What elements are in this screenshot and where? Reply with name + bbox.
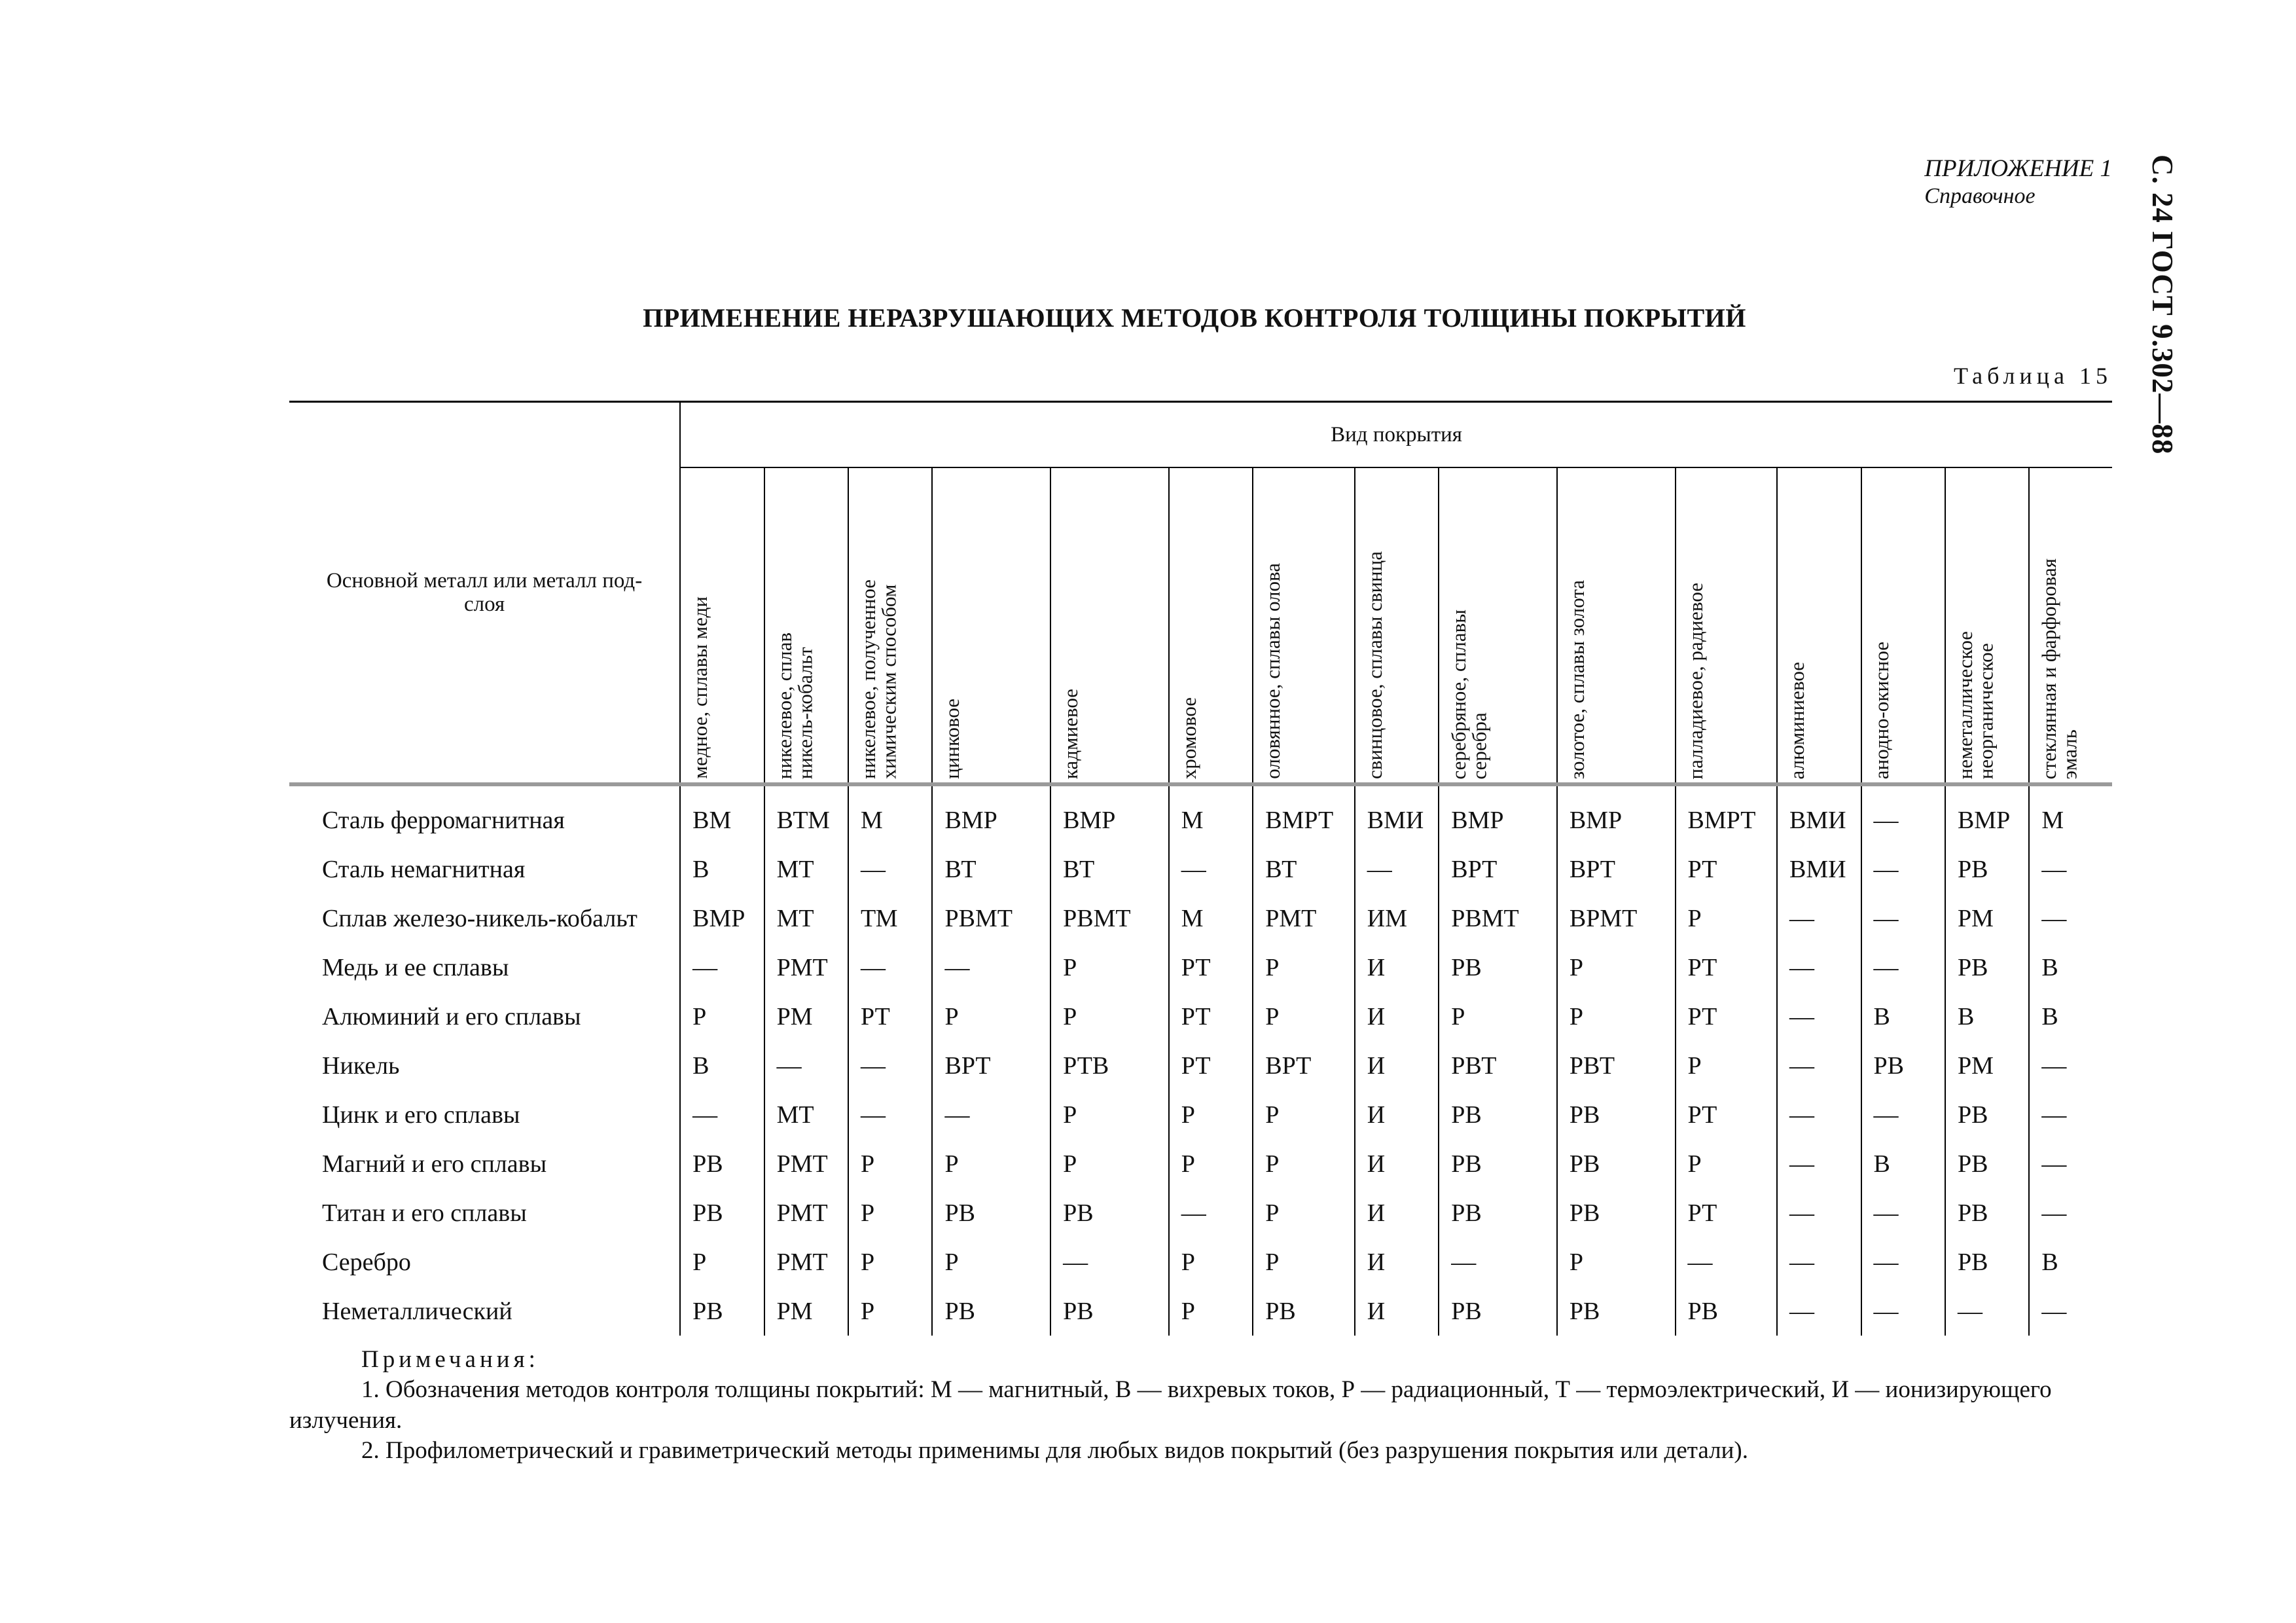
coating-column-label: стеклянная и фарфоровая эмаль bbox=[2037, 558, 2082, 779]
method-cell: ВТ bbox=[1050, 845, 1169, 894]
method-cell: РТ bbox=[1169, 1041, 1253, 1090]
appendix-label bbox=[1924, 155, 2112, 209]
coating-column-label: хромовое bbox=[1177, 697, 1200, 779]
method-cell: РВ bbox=[1557, 1090, 1676, 1139]
coating-column-label: золотое, сплавы золота bbox=[1565, 579, 1588, 779]
method-cell: ВМР bbox=[1945, 784, 2029, 845]
method-cell: — bbox=[1777, 1237, 1861, 1286]
method-cell: Р bbox=[848, 1237, 932, 1286]
coating-column-header bbox=[1676, 467, 1778, 784]
page-title: ПРИМЕНЕНИЕ НЕРАЗРУШАЮЩИХ МЕТОДОВ КОНТРОЛЯ ТОЛЩИНЫ ПОКРЫТИЙ bbox=[643, 303, 1746, 333]
coating-column-header bbox=[1439, 467, 1557, 784]
base-metal-cell: Титан и его сплавы bbox=[289, 1188, 680, 1237]
method-cell: Р bbox=[1557, 992, 1676, 1041]
notes-heading: Примечания: bbox=[361, 1346, 539, 1373]
method-cell: РВ bbox=[680, 1286, 764, 1336]
method-cell: — bbox=[764, 1041, 848, 1090]
method-cell: РВ bbox=[932, 1188, 1050, 1237]
method-cell: И bbox=[1355, 992, 1439, 1041]
coating-column-header bbox=[1050, 467, 1169, 784]
coating-type-header: Вид покрытия bbox=[680, 402, 2112, 468]
method-cell: РМ bbox=[1945, 1041, 2029, 1090]
method-cell: Р bbox=[1676, 894, 1778, 943]
method-cell: Р bbox=[848, 1286, 932, 1336]
base-metal-cell: Сталь ферромагнитная bbox=[289, 784, 680, 845]
method-cell: — bbox=[848, 1041, 932, 1090]
method-cell: РМ bbox=[764, 1286, 848, 1336]
method-cell: — bbox=[848, 943, 932, 992]
method-cell: ВМ bbox=[680, 784, 764, 845]
method-cell: — bbox=[1777, 943, 1861, 992]
method-cell: РМТ bbox=[764, 943, 848, 992]
base-metal-cell: Цинк и его сплавы bbox=[289, 1090, 680, 1139]
method-cell: В bbox=[1861, 1139, 1945, 1188]
method-cell: ВМР bbox=[1557, 784, 1676, 845]
base-metal-cell: Сплав железо-никель-кобальт bbox=[289, 894, 680, 943]
method-cell: И bbox=[1355, 1090, 1439, 1139]
method-cell: — bbox=[1861, 784, 1945, 845]
method-cell: РТ bbox=[848, 992, 932, 1041]
base-metal-cell: Алюминий и его сплавы bbox=[289, 992, 680, 1041]
method-cell: Р bbox=[1676, 1041, 1778, 1090]
method-cell: ВРТ bbox=[1253, 1041, 1355, 1090]
method-cell: РВ bbox=[1861, 1041, 1945, 1090]
coating-column-label: анодно-окисное bbox=[1869, 641, 1893, 779]
page-standard-header: С. 24 ГОСТ 9.302—88 bbox=[2146, 155, 2179, 455]
method-cell: РТ bbox=[1676, 943, 1778, 992]
method-cell: ВМР bbox=[1050, 784, 1169, 845]
base-metal-cell: Сталь немагнитная bbox=[289, 845, 680, 894]
method-cell: РВ bbox=[1050, 1188, 1169, 1237]
method-cell: Р bbox=[1169, 1139, 1253, 1188]
coating-column-header bbox=[1253, 467, 1355, 784]
method-cell: — bbox=[2029, 1139, 2112, 1188]
method-cell: РВ bbox=[1439, 943, 1557, 992]
method-cell: РВ bbox=[1557, 1286, 1676, 1336]
table-row bbox=[289, 1237, 2112, 1286]
method-cell: В bbox=[680, 845, 764, 894]
table-body bbox=[289, 784, 2112, 1336]
method-cell: РВ bbox=[680, 1139, 764, 1188]
method-cell: РВТ bbox=[1439, 1041, 1557, 1090]
method-cell: РВ bbox=[1557, 1188, 1676, 1237]
method-cell: М bbox=[1169, 894, 1253, 943]
method-cell: — bbox=[1861, 894, 1945, 943]
method-cell: В bbox=[1861, 992, 1945, 1041]
method-cell: — bbox=[1355, 845, 1439, 894]
method-cell: ВРТ bbox=[1557, 845, 1676, 894]
method-cell: ВМР bbox=[680, 894, 764, 943]
note-item-2: 2. Профилометрический и гравиметрический методы применимы для любых видов покрытий (без разрушения покрытия или детали). bbox=[361, 1436, 1748, 1464]
table-number: Таблица 15 bbox=[1954, 363, 2112, 389]
coating-column-label: алюминиевое bbox=[1785, 661, 1809, 779]
method-cell: РТ bbox=[1169, 992, 1253, 1041]
method-cell: РМТ bbox=[764, 1237, 848, 1286]
method-cell: В bbox=[2029, 943, 2112, 992]
method-cell: ВМИ bbox=[1777, 845, 1861, 894]
method-cell: ИМ bbox=[1355, 894, 1439, 943]
table-row bbox=[289, 1090, 2112, 1139]
method-cell: Р bbox=[1169, 1286, 1253, 1336]
base-metal-cell: Магний и его сплавы bbox=[289, 1139, 680, 1188]
method-cell: — bbox=[1861, 1286, 1945, 1336]
method-cell: РТ bbox=[1676, 1188, 1778, 1237]
method-cell: — bbox=[1169, 1188, 1253, 1237]
method-cell: РВМТ bbox=[1050, 894, 1169, 943]
method-cell: МТ bbox=[764, 894, 848, 943]
method-cell: РВ bbox=[932, 1286, 1050, 1336]
notes-section bbox=[289, 1345, 2115, 1466]
method-cell: — bbox=[2029, 1188, 2112, 1237]
appendix-number: ПРИЛОЖЕНИЕ 1 bbox=[1924, 155, 2112, 182]
method-cell: РТВ bbox=[1050, 1041, 1169, 1090]
coating-column-header bbox=[2029, 467, 2112, 784]
method-cell: И bbox=[1355, 1188, 1439, 1237]
base-metal-cell: Никель bbox=[289, 1041, 680, 1090]
method-cell: Р bbox=[1253, 1188, 1355, 1237]
method-cell: РМТ bbox=[1253, 894, 1355, 943]
table-row bbox=[289, 1139, 2112, 1188]
method-cell: РВ bbox=[1676, 1286, 1778, 1336]
method-cell: — bbox=[848, 1090, 932, 1139]
table-row bbox=[289, 845, 2112, 894]
method-cell: РМТ bbox=[764, 1188, 848, 1237]
coating-column-header bbox=[932, 467, 1050, 784]
method-cell: — bbox=[2029, 1286, 2112, 1336]
method-cell: — bbox=[1861, 943, 1945, 992]
method-cell: В bbox=[2029, 992, 2112, 1041]
table-row bbox=[289, 1286, 2112, 1336]
appendix-type: Справочное bbox=[1924, 184, 2036, 208]
method-cell: Р bbox=[1169, 1237, 1253, 1286]
method-cell: — bbox=[1777, 1090, 1861, 1139]
method-cell: — bbox=[1676, 1237, 1778, 1286]
method-cell: — bbox=[848, 845, 932, 894]
method-cell: М bbox=[2029, 784, 2112, 845]
method-cell: — bbox=[680, 943, 764, 992]
method-cell: — bbox=[1777, 894, 1861, 943]
method-cell: Р bbox=[1050, 1139, 1169, 1188]
coating-column-header bbox=[1945, 467, 2029, 784]
method-cell: ТМ bbox=[848, 894, 932, 943]
method-cell: Р bbox=[1050, 1090, 1169, 1139]
method-cell: РВ bbox=[1945, 943, 2029, 992]
method-cell: — bbox=[1861, 1188, 1945, 1237]
method-cell: ВМРТ bbox=[1253, 784, 1355, 845]
method-cell: Р bbox=[848, 1139, 932, 1188]
method-cell: — bbox=[1861, 1090, 1945, 1139]
method-cell: — bbox=[1050, 1237, 1169, 1286]
method-cell: В bbox=[2029, 1237, 2112, 1286]
table-row bbox=[289, 943, 2112, 992]
method-cell: РВМТ bbox=[1439, 894, 1557, 943]
method-cell: ВМР bbox=[1439, 784, 1557, 845]
method-cell: М bbox=[848, 784, 932, 845]
method-cell: Р bbox=[1253, 1090, 1355, 1139]
base-metal-header bbox=[289, 402, 680, 785]
method-cell: Р bbox=[932, 1237, 1050, 1286]
method-cell: РВ bbox=[1945, 1139, 2029, 1188]
method-cell: РМ bbox=[764, 992, 848, 1041]
method-cell: ВРТ bbox=[932, 1041, 1050, 1090]
method-cell: И bbox=[1355, 943, 1439, 992]
table-row bbox=[289, 894, 2112, 943]
method-cell: РТ bbox=[1676, 1090, 1778, 1139]
method-cell: — bbox=[932, 943, 1050, 992]
method-cell: В bbox=[1945, 992, 2029, 1041]
method-cell: ВТ bbox=[932, 845, 1050, 894]
method-cell: И bbox=[1355, 1139, 1439, 1188]
method-cell: — bbox=[1169, 845, 1253, 894]
method-cell: ВМИ bbox=[1355, 784, 1439, 845]
method-cell: РВ bbox=[680, 1188, 764, 1237]
method-cell: М bbox=[1169, 784, 1253, 845]
note-item-1: 1. Обозначения методов контроля толщины покрытий: М — магнитный, В — вихревых токов, Р — радиационный, Т — термоэлектрический, И — ионизирующего излучения. bbox=[289, 1376, 2052, 1434]
coating-column-label: свинцовое, сплавы свинца bbox=[1363, 551, 1386, 779]
method-cell: Р bbox=[1050, 943, 1169, 992]
method-cell: — bbox=[680, 1090, 764, 1139]
method-cell: РВ bbox=[1945, 1188, 2029, 1237]
method-cell: ВМР bbox=[932, 784, 1050, 845]
base-metal-cell: Неметаллический bbox=[289, 1286, 680, 1336]
method-cell: — bbox=[2029, 894, 2112, 943]
table-row bbox=[289, 992, 2112, 1041]
table-row bbox=[289, 1188, 2112, 1237]
base-metal-header-text: Основной металл или металл под- слоя bbox=[326, 568, 643, 616]
method-cell: МТ bbox=[764, 1090, 848, 1139]
method-cell: И bbox=[1355, 1237, 1439, 1286]
method-cell: ВТ bbox=[1253, 845, 1355, 894]
method-cell: ВРТ bbox=[1439, 845, 1557, 894]
method-cell: РВ bbox=[1945, 845, 2029, 894]
method-cell: Р bbox=[1253, 1237, 1355, 1286]
coating-column-label: кадмиевое bbox=[1059, 688, 1083, 779]
method-cell: — bbox=[1777, 1041, 1861, 1090]
method-cell: Р bbox=[932, 992, 1050, 1041]
method-cell: — bbox=[1777, 992, 1861, 1041]
method-cell: ВМРТ bbox=[1676, 784, 1778, 845]
coating-column-header bbox=[1861, 467, 1945, 784]
coating-column-label: серебряное, сплавы серебра bbox=[1447, 609, 1491, 779]
method-cell: РВ bbox=[1050, 1286, 1169, 1336]
method-cell: РВ bbox=[1439, 1139, 1557, 1188]
coating-column-header bbox=[680, 467, 764, 784]
coating-column-label: оловянное, сплавы олова bbox=[1261, 563, 1285, 779]
method-cell: РТ bbox=[1169, 943, 1253, 992]
method-cell: РМ bbox=[1945, 894, 2029, 943]
coating-column-header bbox=[848, 467, 932, 784]
method-cell: — bbox=[1439, 1237, 1557, 1286]
method-cell: — bbox=[1945, 1286, 2029, 1336]
base-metal-cell: Медь и ее сплавы bbox=[289, 943, 680, 992]
coating-column-label: никелевое, сплав никель-кобальт bbox=[772, 632, 817, 779]
method-cell: Р bbox=[1253, 1139, 1355, 1188]
coating-column-header bbox=[1169, 467, 1253, 784]
method-cell: — bbox=[1777, 1188, 1861, 1237]
coating-column-label: неметаллическое неорганическое bbox=[1953, 630, 1998, 779]
method-cell: РВ bbox=[1945, 1090, 2029, 1139]
coating-column-header bbox=[1777, 467, 1861, 784]
method-cell: — bbox=[1861, 1237, 1945, 1286]
method-cell: Р bbox=[1676, 1139, 1778, 1188]
method-cell: РВ bbox=[1439, 1286, 1557, 1336]
method-cell: Р bbox=[1253, 992, 1355, 1041]
method-cell: Р bbox=[932, 1139, 1050, 1188]
method-cell: — bbox=[1777, 1286, 1861, 1336]
method-cell: Р bbox=[1557, 943, 1676, 992]
method-cell: ВТМ bbox=[764, 784, 848, 845]
coating-column-header bbox=[1557, 467, 1676, 784]
table-row bbox=[289, 784, 2112, 845]
coating-column-label: никелевое, полученное химическим способом bbox=[857, 579, 901, 779]
base-metal-cell: Серебро bbox=[289, 1237, 680, 1286]
method-cell: ВРМТ bbox=[1557, 894, 1676, 943]
coating-column-label: медное, сплавы меди bbox=[689, 596, 712, 779]
method-cell: И bbox=[1355, 1041, 1439, 1090]
coating-column-label: цинковое bbox=[941, 699, 964, 779]
method-cell: РВ bbox=[1253, 1286, 1355, 1336]
method-cell: Р bbox=[680, 992, 764, 1041]
method-cell: РВ bbox=[1557, 1139, 1676, 1188]
method-cell: — bbox=[2029, 845, 2112, 894]
method-cell: РВМТ bbox=[932, 894, 1050, 943]
method-cell: МТ bbox=[764, 845, 848, 894]
method-cell: РМТ bbox=[764, 1139, 848, 1188]
method-cell: Р bbox=[680, 1237, 764, 1286]
method-cell: — bbox=[1861, 845, 1945, 894]
method-cell: Р bbox=[1253, 943, 1355, 992]
method-cell: Р bbox=[1439, 992, 1557, 1041]
method-cell: РВ bbox=[1439, 1090, 1557, 1139]
method-cell: — bbox=[2029, 1041, 2112, 1090]
method-cell: В bbox=[680, 1041, 764, 1090]
method-cell: — bbox=[2029, 1090, 2112, 1139]
method-cell: ВМИ bbox=[1777, 784, 1861, 845]
method-cell: — bbox=[932, 1090, 1050, 1139]
method-cell: РВ bbox=[1945, 1237, 2029, 1286]
method-cell: Р bbox=[1050, 992, 1169, 1041]
coating-methods-table bbox=[289, 401, 2112, 1336]
method-cell: Р bbox=[848, 1188, 932, 1237]
method-cell: — bbox=[1777, 1139, 1861, 1188]
coating-column-label: палладиевое, радиевое bbox=[1683, 582, 1707, 779]
coating-column-header bbox=[1355, 467, 1439, 784]
coating-column-header bbox=[764, 467, 848, 784]
method-cell: РВТ bbox=[1557, 1041, 1676, 1090]
method-cell: Р bbox=[1169, 1090, 1253, 1139]
table-row bbox=[289, 1041, 2112, 1090]
method-cell: И bbox=[1355, 1286, 1439, 1336]
method-cell: Р bbox=[1557, 1237, 1676, 1286]
method-cell: РТ bbox=[1676, 845, 1778, 894]
method-cell: РВ bbox=[1439, 1188, 1557, 1237]
method-cell: РТ bbox=[1676, 992, 1778, 1041]
